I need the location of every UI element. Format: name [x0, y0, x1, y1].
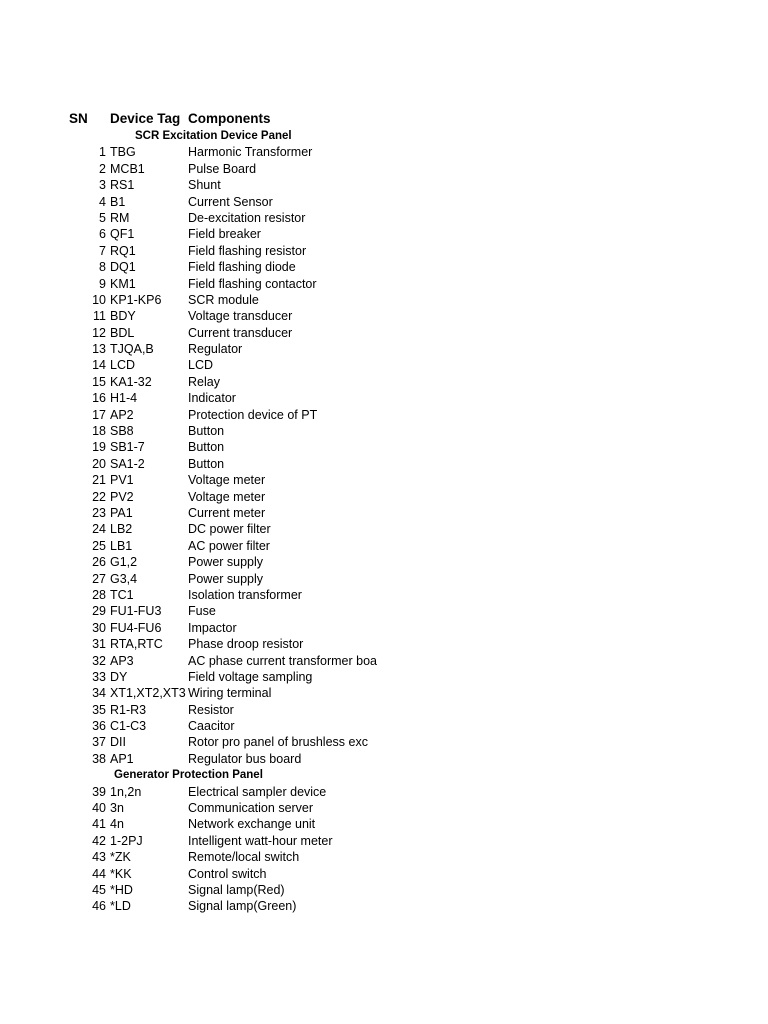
sn-cell: 32 — [92, 653, 106, 668]
table-row — [0, 276, 768, 292]
table-row — [0, 603, 768, 619]
sn-cell: 29 — [92, 604, 106, 619]
header-components: Components — [188, 111, 271, 126]
sn-cell: 43 — [92, 850, 106, 865]
table-row — [0, 800, 768, 816]
sn-cell: 16 — [92, 391, 106, 406]
device-tag-cell: R1-R3 — [110, 702, 147, 717]
sn-cell: 10 — [92, 292, 106, 307]
sn-cell: 40 — [92, 801, 106, 816]
sn-cell: 44 — [92, 866, 106, 881]
table-row — [0, 325, 768, 341]
component-cell: Fuse — [188, 604, 216, 619]
device-tag-cell: *LD — [110, 899, 131, 914]
sn-cell: 31 — [92, 637, 106, 652]
device-tag-cell: KA1-32 — [110, 374, 152, 389]
component-cell: AC power filter — [188, 538, 270, 553]
component-cell: AC phase current transformer boa — [188, 653, 377, 668]
section-title — [0, 128, 768, 144]
component-cell: Control switch — [188, 866, 267, 881]
table-row — [0, 833, 768, 849]
sn-cell: 38 — [92, 751, 106, 766]
device-tag-cell: G3,4 — [110, 571, 138, 586]
device-tag-cell: *KK — [110, 866, 132, 881]
table-row — [0, 341, 768, 357]
component-cell: Voltage meter — [188, 473, 266, 488]
device-tag-cell: RM — [110, 210, 130, 225]
table-row — [0, 243, 768, 259]
component-table — [0, 128, 768, 915]
table-row — [0, 226, 768, 242]
table-row — [0, 538, 768, 554]
component-cell: Field flashing contactor — [188, 276, 317, 291]
table-row — [0, 898, 768, 914]
component-cell: Voltage meter — [188, 489, 266, 504]
component-cell: Rotor pro panel of brushless exc — [188, 735, 368, 750]
component-cell: Field flashing diode — [188, 260, 296, 275]
component-cell: Current meter — [188, 505, 266, 520]
sn-cell: 9 — [99, 276, 106, 291]
header-sn: SN — [69, 111, 88, 126]
device-tag-cell: KP1-KP6 — [110, 292, 162, 307]
device-tag-cell: PV1 — [110, 473, 134, 488]
table-row — [0, 439, 768, 455]
device-tag-cell: 1n,2n — [110, 784, 142, 799]
sn-cell: 46 — [92, 899, 106, 914]
table-row — [0, 751, 768, 767]
component-cell: DC power filter — [188, 522, 271, 537]
table-row — [0, 210, 768, 226]
header-device-tag: Device Tag — [110, 111, 181, 126]
component-cell: Wiring terminal — [188, 686, 272, 701]
device-tag-cell: RTA,RTC — [110, 637, 163, 652]
device-tag-cell: 4n — [110, 817, 124, 832]
device-tag-cell: TBG — [110, 145, 136, 160]
section-title-text: SCR Excitation Device Panel — [135, 130, 292, 142]
sn-cell: 20 — [92, 456, 106, 471]
component-cell: Regulator — [188, 342, 243, 357]
device-tag-cell: RQ1 — [110, 243, 136, 258]
table-row — [0, 849, 768, 865]
component-cell: Current Sensor — [188, 194, 273, 209]
component-cell: Network exchange unit — [188, 817, 316, 832]
sn-cell: 17 — [92, 407, 106, 422]
device-tag-cell: AP2 — [110, 407, 134, 422]
component-cell: Power supply — [188, 555, 264, 570]
component-cell: Field breaker — [188, 227, 261, 242]
device-tag-cell: PV2 — [110, 489, 134, 504]
component-cell: Indicator — [188, 391, 236, 406]
device-tag-cell: MCB1 — [110, 161, 145, 176]
component-cell: De-excitation resistor — [188, 210, 306, 225]
sn-cell: 23 — [92, 505, 106, 520]
component-cell: Power supply — [188, 571, 264, 586]
component-cell: LCD — [188, 358, 214, 373]
component-cell: SCR module — [188, 292, 259, 307]
table-row — [0, 653, 768, 669]
sn-cell: 37 — [92, 735, 106, 750]
sn-cell: 21 — [92, 473, 106, 488]
device-tag-cell: SB1-7 — [110, 440, 145, 455]
sn-cell: 24 — [92, 522, 106, 537]
sn-cell: 25 — [92, 538, 106, 553]
device-tag-cell: SA1-2 — [110, 456, 145, 471]
component-cell: Button — [188, 456, 225, 471]
component-cell: Button — [188, 424, 225, 439]
device-tag-cell: XT1,XT2,XT3 — [110, 686, 186, 701]
component-cell: Electrical sampler device — [188, 784, 327, 799]
component-cell: Signal lamp(Green) — [188, 899, 297, 914]
device-tag-cell: TJQA,B — [110, 342, 154, 357]
sn-cell: 8 — [99, 260, 106, 275]
component-cell: Field flashing resistor — [188, 243, 307, 258]
sn-cell: 33 — [92, 669, 106, 684]
component-cell: Signal lamp(Red) — [188, 882, 285, 897]
device-tag-cell: DQ1 — [110, 260, 136, 275]
component-cell: Phase droop resistor — [188, 637, 304, 652]
sn-cell: 5 — [99, 210, 106, 225]
device-tag-cell: 1-2PJ — [110, 833, 143, 848]
table-row — [0, 374, 768, 390]
device-tag-cell: C1-C3 — [110, 719, 147, 734]
table-row — [0, 144, 768, 160]
sn-cell: 45 — [92, 882, 106, 897]
component-cell: Field voltage sampling — [188, 669, 313, 684]
sn-cell: 36 — [92, 719, 106, 734]
table-row — [0, 636, 768, 652]
component-cell: Protection device of PT — [188, 407, 318, 422]
table-row — [0, 554, 768, 570]
device-tag-cell: G1,2 — [110, 555, 138, 570]
component-cell: Remote/local switch — [188, 850, 300, 865]
component-cell: Current transducer — [188, 325, 293, 340]
sn-cell: 34 — [92, 686, 106, 701]
sn-cell: 41 — [92, 817, 106, 832]
device-tag-cell: FU1-FU3 — [110, 604, 162, 619]
device-tag-cell: BDY — [110, 309, 136, 324]
component-cell: Communication server — [188, 801, 314, 816]
device-tag-cell: H1-4 — [110, 391, 138, 406]
table-row — [0, 456, 768, 472]
sn-cell: 27 — [92, 571, 106, 586]
device-tag-cell: PA1 — [110, 505, 133, 520]
component-cell: Harmonic Transformer — [188, 145, 313, 160]
component-cell: Intelligent watt-hour meter — [188, 833, 333, 848]
sn-cell: 42 — [92, 833, 106, 848]
table-row — [0, 816, 768, 832]
section-title-text: Generator Protection Panel — [114, 769, 263, 782]
device-tag-cell: *ZK — [110, 850, 131, 865]
device-tag-cell: FU4-FU6 — [110, 620, 162, 635]
sn-cell: 15 — [92, 374, 106, 389]
table-row — [0, 718, 768, 734]
section-title — [0, 767, 768, 783]
device-tag-cell: DII — [110, 735, 126, 750]
sn-cell: 39 — [92, 784, 106, 799]
sn-cell: 35 — [92, 702, 106, 717]
sn-cell: 26 — [92, 555, 106, 570]
table-row — [0, 734, 768, 750]
device-tag-cell: LB1 — [110, 538, 133, 553]
table-row — [0, 784, 768, 800]
device-tag-cell: LB2 — [110, 522, 133, 537]
table-row — [0, 292, 768, 308]
component-cell: Shunt — [188, 178, 221, 193]
sn-cell: 28 — [92, 587, 106, 602]
table-row — [0, 390, 768, 406]
table-row — [0, 866, 768, 882]
device-tag-cell: SB8 — [110, 424, 134, 439]
component-cell: Voltage transducer — [188, 309, 293, 324]
sn-cell: 4 — [99, 194, 106, 209]
sn-cell: 13 — [92, 342, 106, 357]
device-tag-cell: BDL — [110, 325, 135, 340]
component-cell: Impactor — [188, 620, 237, 635]
sn-cell: 3 — [99, 178, 106, 193]
sn-cell: 30 — [92, 620, 106, 635]
sn-cell: 1 — [99, 145, 106, 160]
table-row — [0, 521, 768, 537]
sn-cell: 14 — [92, 358, 106, 373]
table-row — [0, 177, 768, 193]
table-row — [0, 472, 768, 488]
table-row — [0, 308, 768, 324]
component-cell: Isolation transformer — [188, 587, 302, 602]
component-cell: Button — [188, 440, 225, 455]
table-row — [0, 505, 768, 521]
device-tag-cell: TC1 — [110, 587, 134, 602]
sn-cell: 11 — [93, 309, 106, 324]
table-row — [0, 407, 768, 423]
sn-cell: 12 — [92, 325, 106, 340]
sn-cell: 22 — [92, 489, 106, 504]
table-row — [0, 882, 768, 898]
device-tag-cell: RS1 — [110, 178, 135, 193]
component-cell: Pulse Board — [188, 161, 257, 176]
component-cell: Relay — [188, 374, 220, 389]
sn-cell: 2 — [99, 161, 106, 176]
table-row — [0, 620, 768, 636]
device-tag-cell: KM1 — [110, 276, 136, 291]
table-row — [0, 489, 768, 505]
component-cell: Caacitor — [188, 719, 235, 734]
sn-cell: 18 — [92, 424, 106, 439]
table-header — [0, 111, 768, 129]
sn-cell: 6 — [99, 227, 106, 242]
device-tag-cell: LCD — [110, 358, 136, 373]
device-tag-cell: QF1 — [110, 227, 135, 242]
table-row — [0, 669, 768, 685]
table-row — [0, 685, 768, 701]
table-row — [0, 357, 768, 373]
table-row — [0, 259, 768, 275]
table-row — [0, 194, 768, 210]
component-cell: Regulator bus board — [188, 751, 302, 766]
table-row — [0, 423, 768, 439]
table-row — [0, 571, 768, 587]
sn-cell: 7 — [99, 243, 106, 258]
table-row — [0, 702, 768, 718]
sn-cell: 19 — [92, 440, 106, 455]
device-tag-cell: DY — [110, 669, 128, 684]
device-tag-cell: AP1 — [110, 751, 134, 766]
device-tag-cell: *HD — [110, 882, 133, 897]
device-tag-cell: B1 — [110, 194, 126, 209]
table-row — [0, 587, 768, 603]
device-tag-cell: 3n — [110, 801, 124, 816]
table-row — [0, 161, 768, 177]
device-tag-cell: AP3 — [110, 653, 134, 668]
component-cell: Resistor — [188, 702, 234, 717]
